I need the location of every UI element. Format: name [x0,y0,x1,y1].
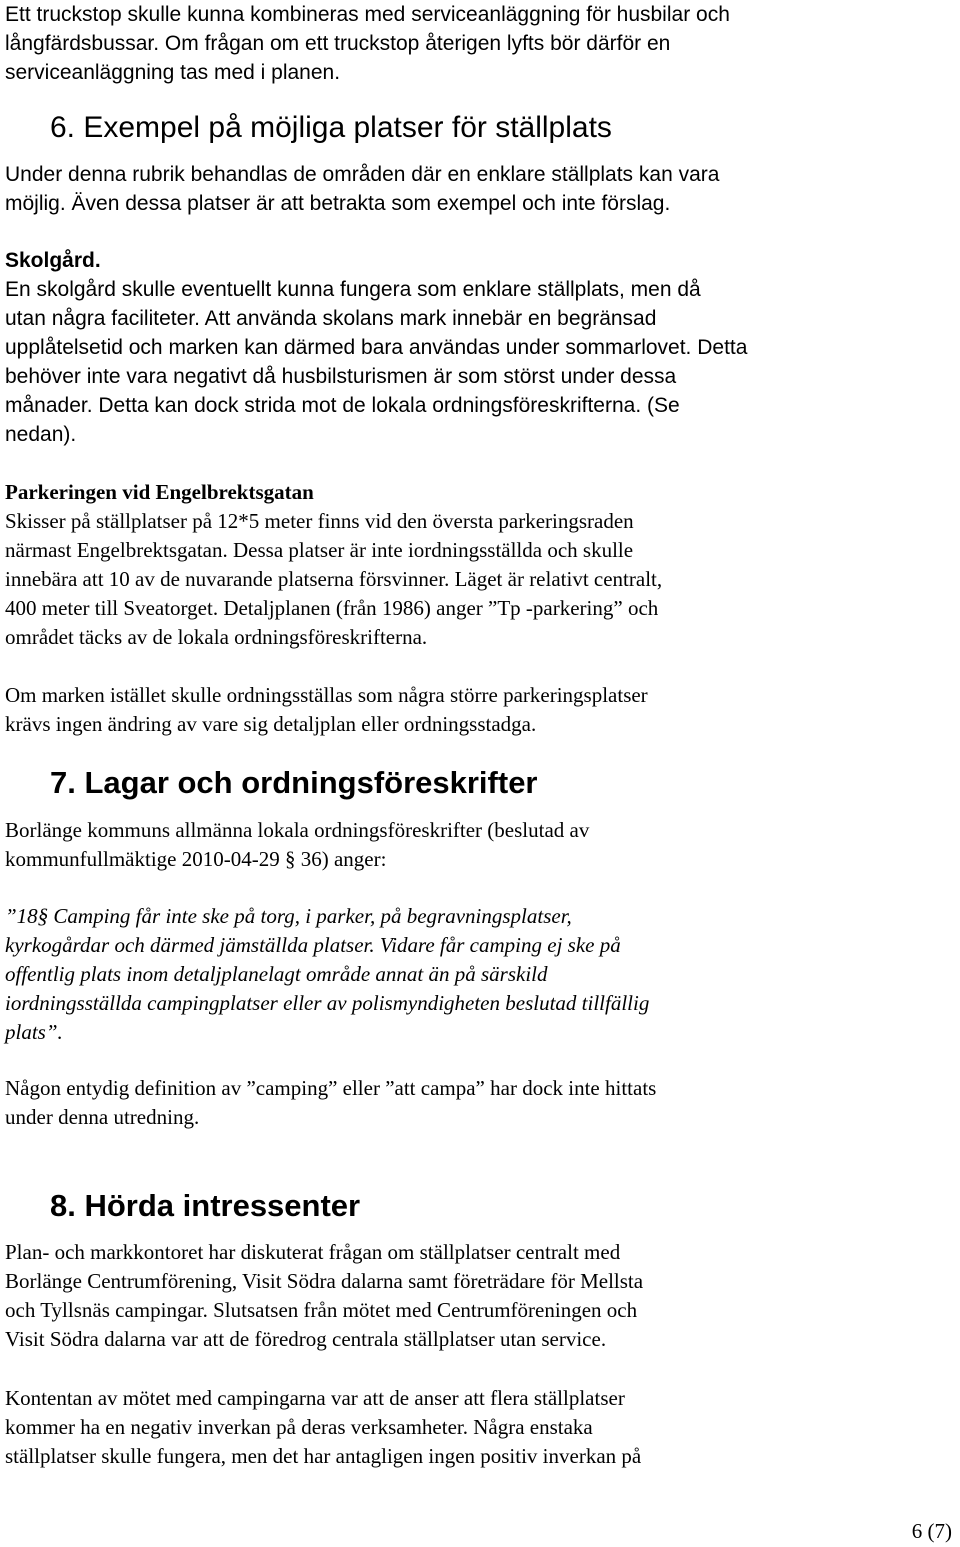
parkeringen-line-3: innebära att 10 av de nuvarande platserna försvinner. Läget är relativt centralt, [5,567,663,591]
parkeringen-line-2: närmast Engelbrektsgatan. Dessa platser är inte iordningsställda och skulle [5,538,634,562]
section-7-after-line-2: under denna utredning. [5,1105,200,1129]
skolgard-line-2: utan några faciliteter. Att använda skolans mark innebär en begränsad [5,307,657,330]
quote-line-4: iordningsställda campingplatser eller av polismyndigheten beslutad tillfällig [5,991,650,1015]
parkeringen-line-6: Om marken istället skulle ordningsställas som några större parkeringsplatser [5,683,648,707]
page-number: 6 (7) [911,1519,952,1543]
quote-line-3: offentlig plats inom detaljplanelagt område annat än på särskild [5,962,548,986]
quote-line-2: kyrkogårdar och därmed jämställda platser. Vidare får camping ej ske på [5,933,621,957]
section-7-heading: 7. Lagar och ordningsföreskrifter [50,765,538,800]
quote-line-5: plats”. [5,1020,63,1044]
section-8-heading: 8. Hörda intressenter [50,1188,361,1223]
section-7-line-1: Borlänge kommuns allmänna lokala ordningsföreskrifter (beslutad av [5,818,590,842]
parkeringen-title: Parkeringen vid Engelbrektsgatan [5,480,314,504]
skolgard-title: Skolgård. [5,249,101,272]
quote-line-1: ”18§ Camping får inte ske på torg, i parker, på begravningsplatser, [5,904,572,928]
parkeringen-line-4: 400 meter till Sveatorget. Detaljplanen (från 1986) anger ”Tp -parkering” och [5,596,659,620]
skolgard-line-3: upplåtelsetid och marken kan därmed bara användas under sommarlovet. Detta [5,336,748,359]
skolgard-line-6: nedan). [5,423,77,446]
section-8-line-4: Visit Södra dalarna var att de föredrog centrala ställplatser utan service. [5,1327,607,1351]
parkeringen-line-1: Skisser på ställplatser på 12*5 meter finns vid den översta parkeringsraden [5,509,634,533]
skolgard-line-5: månader. Detta kan dock strida mot de lokala ordningsföreskrifterna. (Se [5,394,680,417]
parkeringen-line-5: området täcks av de lokala ordningsföreskrifterna. [5,625,428,649]
section-6-intro-line-1: Under denna rubrik behandlas de områden där en enklare ställplats kan vara [5,163,720,186]
section-8-line-7: ställplatser skulle fungera, men det har antagligen ingen positiv inverkan på [5,1444,642,1468]
intro-line-1: Ett truckstop skulle kunna kombineras med serviceanläggning för husbilar och [5,3,730,26]
section-8-line-1: Plan- och markkontoret har diskuterat frågan om ställplatser centralt med [5,1240,621,1264]
section-8-line-5: Kontentan av mötet med campingarna var att de anser att flera ställplatser [5,1386,625,1410]
section-8-line-6: kommer ha en negativ inverkan på deras verksamheter. Några enstaka [5,1415,593,1439]
section-8-line-3: och Tyllsnäs campingar. Slutsatsen från mötet med Centrumföreningen och [5,1298,638,1322]
intro-line-2: långfärdsbussar. Om frågan om ett truckstop återigen lyfts bör därför en [5,32,671,55]
skolgard-line-1: En skolgård skulle eventuellt kunna fungera som enklare ställplats, men då [5,278,701,301]
intro-line-3: serviceanläggning tas med i planen. [5,61,341,84]
section-7-after-line-1: Någon entydig definition av ”camping” eller ”att campa” har dock inte hittats [5,1076,657,1100]
section-6-intro-line-2: möjlig. Även dessa platser är att betrakta som exempel och inte förslag. [5,192,671,215]
section-7-line-2: kommunfullmäktige 2010-04-29 § 36) anger: [5,847,387,871]
skolgard-line-4: behöver inte vara negativt då husbilsturismen är som störst under dessa [5,365,677,388]
section-6-heading: 6. Exempel på möjliga platser för ställplats [50,111,612,144]
section-8-line-2: Borlänge Centrumförening, Visit Södra dalarna samt företrädare för Mellsta [5,1269,644,1293]
parkeringen-line-7: krävs ingen ändring av vare sig detaljplan eller ordningsstadga. [5,712,537,736]
